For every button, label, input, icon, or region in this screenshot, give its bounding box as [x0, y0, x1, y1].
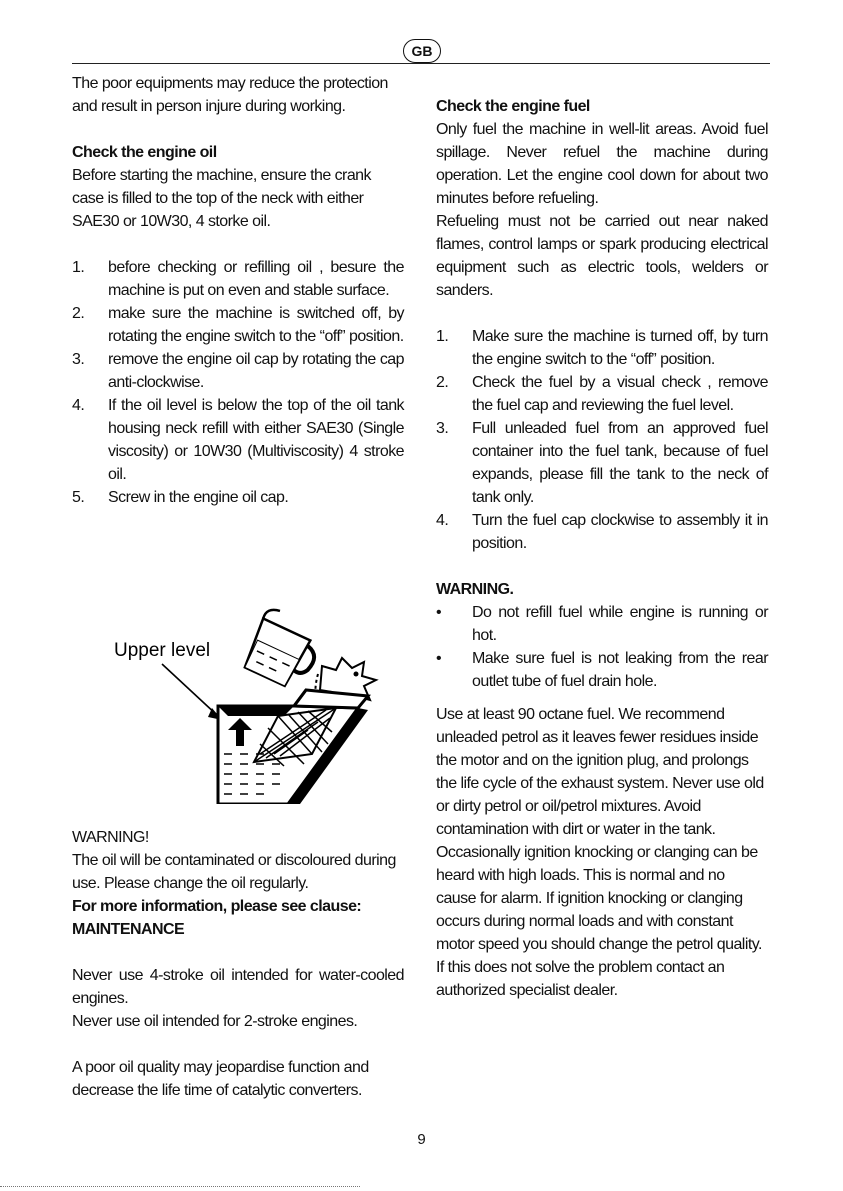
list-item: 3. remove the engine oil cap by rotating the cap anti-clockwise.	[72, 351, 404, 391]
list-item: 5. Screw in the engine oil cap.	[72, 489, 289, 506]
intro-text: The poor equipments may reduce the protection and result in person injure during working.	[72, 75, 388, 115]
fuel-warning-heading: WARNING.	[436, 581, 514, 598]
language-badge: GB	[403, 39, 441, 63]
list-item: 4. If the oil level is below the top of the oil tank housing neck refill with either SAE30 (Single viscosity) or 10W30 (Multiviscosity) 4 stroke oil.	[72, 397, 404, 483]
list-item: • Do not refill fuel while engine is running or hot.	[436, 601, 768, 647]
list-item: 2. make sure the machine is switched off, by rotating the engine switch to the “off” position.	[72, 305, 404, 345]
oil-steps-list	[72, 256, 404, 509]
list-item: • Make sure fuel is not leaking from the rear outlet tube of fuel drain hole.	[436, 647, 768, 693]
header-rule	[72, 63, 770, 64]
bullet-icon: •	[436, 604, 442, 621]
right-column	[436, 95, 768, 1002]
list-item: 4. Turn the fuel cap clockwise to assembly it in position.	[436, 512, 768, 552]
fuel-heading: Check the engine fuel	[436, 98, 590, 115]
left-column-lower	[72, 826, 404, 1102]
oil-warning-text: The oil will be contaminated or discoloured during use. Please change the oil regularly.	[72, 852, 396, 892]
more-info-text: For more information, please see clause: MAINTENANCE	[72, 898, 362, 938]
oil-heading: Check the engine oil	[72, 144, 217, 161]
two-stroke-warning: Never use oil intended for 2-stroke engines.	[72, 1013, 358, 1030]
pointer-line	[162, 664, 218, 716]
water-cooled-warning: Never use 4-stroke oil intended for water-cooled engines.	[72, 967, 404, 1007]
upper-level-label: Upper level	[114, 640, 211, 661]
bottom-trim-line	[0, 1186, 360, 1189]
oil-jug-icon	[241, 606, 327, 693]
oil-intro: Before starting the machine, ensure the crank case is filled to the top of the neck with either SAE30 or 10W30, 4 storke oil.	[72, 167, 371, 230]
list-item: 3. Full unleaded fuel from an approved fuel container into the fuel tank, because of fuel expands, please fill the tank to the neck of tank only.	[436, 420, 768, 506]
fuel-warning-list	[436, 601, 768, 693]
list-item: 2. Check the fuel by a visual check , remove the fuel cap and reviewing the fuel level.	[436, 374, 768, 414]
page-number: 9	[417, 1131, 426, 1148]
fuel-intro: Only fuel the machine in well-lit areas. Avoid fuel spillage. Never refuel the machine during operation. Let the engine cool down for about two minutes before refueling.	[436, 121, 768, 207]
oil-fill-illustration	[108, 604, 388, 804]
fuel-intro-2: Refueling must not be carried out near naked flames, control lamps or spark producing electrical equipment such as electric tools, welders or sanders.	[436, 213, 768, 299]
list-item: 1. before checking or refilling oil , besure the machine is put on even and stable surface.	[72, 259, 404, 299]
oil-quality-text: A poor oil quality may jeopardise function and decrease the life time of catalytic converters.	[72, 1059, 369, 1099]
left-column	[72, 72, 404, 509]
oil-warning-heading: WARNING!	[72, 829, 149, 846]
bullet-icon: •	[436, 650, 442, 667]
octane-text: Use at least 90 octane fuel. We recommend unleaded petrol as it leaves fewer residues inside the motor and on the ignition plug, and prolongs the life cycle of the exhaust system. Never use old or dirty petrol or oil/petrol mixtures. Avoid contamination with dirt or water in the tank. Occasionally ignition knocking or clanging can be heard with high loads. This is normal and no cause for alarm. If ignition knocking or clanging occurs during normal loads and with constant motor speed you should change the petrol quality. If this does not solve the problem contact an authorized specialist dealer.	[436, 706, 764, 999]
fuel-steps-list	[436, 325, 768, 555]
list-item: 1. Make sure the machine is turned off, by turn the engine switch to the “off” position.	[436, 328, 768, 368]
